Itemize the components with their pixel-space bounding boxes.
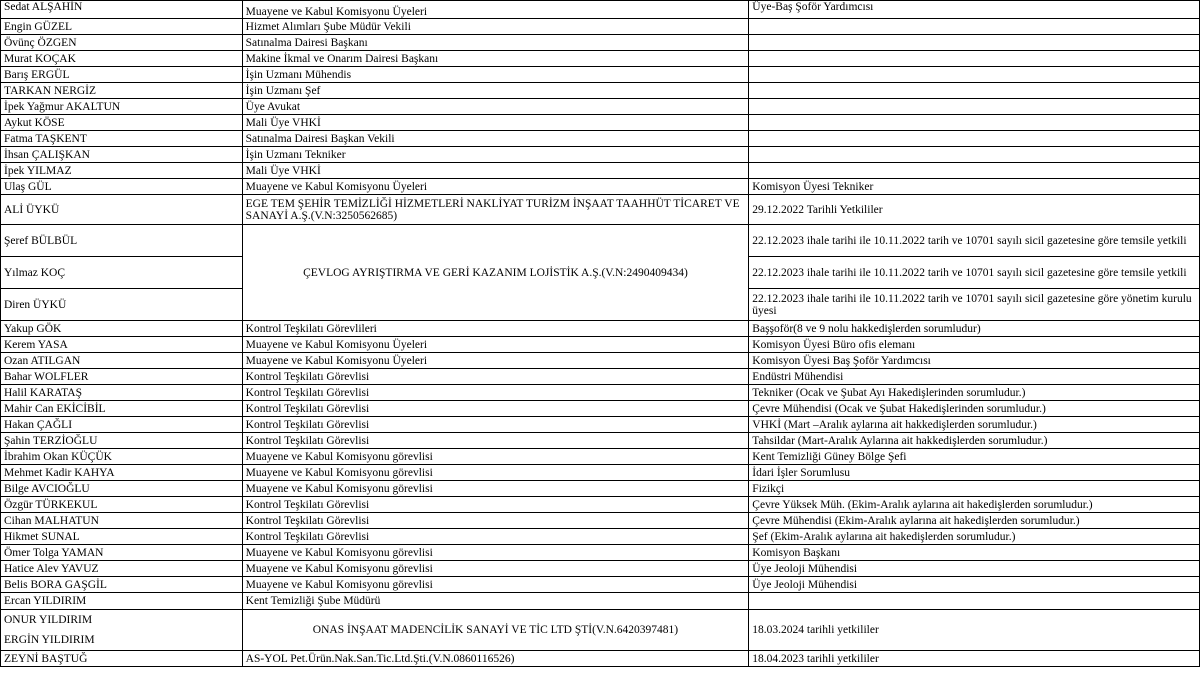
table-row <box>1 163 1200 179</box>
table-row <box>1 593 1200 610</box>
person-unit: AS-YOL Pet.Ürün.Nak.San.Tic.Ltd.Şti.(V.N.0860116526) <box>242 651 749 667</box>
person-unit: Hizmet Alımları Şube Müdür Vekili <box>242 19 749 35</box>
person-role: Üye Jeoloji Mühendisi <box>749 577 1200 593</box>
person-name: Halil KARATAŞ <box>1 385 243 401</box>
person-role <box>749 19 1200 35</box>
table-row <box>1 577 1200 593</box>
company-unit: ONAS İNŞAAT MADENCİLİK SANAYİ VE TİC LTD ŞTİ(V.N.6420397481) <box>242 610 749 651</box>
person-unit: Muayene ve Kabul Komisyonu görevlisi <box>242 481 749 497</box>
person-name: Bahar WOLFLER <box>1 369 243 385</box>
table-row <box>1 1 1200 19</box>
person-role: Tahsildar (Mart-Aralık Aylarına ait hakkedişlerden sorumludur.) <box>749 433 1200 449</box>
person-name: Ozan ATILGAN <box>1 353 243 369</box>
person-unit: Kent Temizliği Şube Müdürü <box>242 593 749 610</box>
person-name: ZEYNİ BAŞTUĞ <box>1 651 243 667</box>
person-name: Diren ÜYKÜ <box>1 289 243 321</box>
person-name: Övünç ÖZGEN <box>1 35 243 51</box>
table-row <box>1 147 1200 163</box>
person-name: TARKAN NERGİZ <box>1 83 243 99</box>
person-name: Cihan MALHATUN <box>1 513 243 529</box>
person-unit: EGE TEM ŞEHİR TEMİZLİĞİ HİZMETLERİ NAKLİYAT TURİZM İNŞAAT TAAHHÜT TİCARET VE SANAYİ A.Ş.(V.N:3250562685) <box>242 195 749 225</box>
person-name: Murat KOÇAK <box>1 51 243 67</box>
person-name: ERGİN YILDIRIM <box>4 634 95 646</box>
table-row <box>1 195 1200 225</box>
person-name: Özgür TÜRKEKUL <box>1 497 243 513</box>
table-row <box>1 99 1200 115</box>
table-row <box>1 19 1200 35</box>
person-unit: İşin Uzmanı Tekniker <box>242 147 749 163</box>
table-row <box>1 561 1200 577</box>
table-row <box>1 465 1200 481</box>
person-role <box>749 35 1200 51</box>
person-role: Komisyon Başkanı <box>749 545 1200 561</box>
person-unit: Kontrol Teşkilatı Görevlisi <box>242 385 749 401</box>
person-role <box>749 131 1200 147</box>
table-row <box>1 481 1200 497</box>
person-role: 18.03.2024 tarihli yetkililer <box>749 610 1200 651</box>
person-name: ALİ ÜYKÜ <box>1 195 243 225</box>
person-unit: Kontrol Teşkilatı Görevlisi <box>242 497 749 513</box>
table-row <box>1 433 1200 449</box>
person-role <box>749 83 1200 99</box>
table-row <box>1 449 1200 465</box>
table-row <box>1 35 1200 51</box>
table-row <box>1 513 1200 529</box>
person-name: İpek YILMAZ <box>1 163 243 179</box>
person-name: Şeref BÜLBÜL <box>1 225 243 257</box>
person-role <box>749 99 1200 115</box>
person-name: Bilge AVCIOĞLU <box>1 481 243 497</box>
person-role: 22.12.2023 ihale tarihi ile 10.11.2022 tarih ve 10701 sayılı sicil gazetesine göre yönetim kurulu üyesi <box>749 289 1200 321</box>
table-row <box>1 337 1200 353</box>
person-name: İbrahim Okan KÜÇÜK <box>1 449 243 465</box>
person-role: Tekniker (Ocak ve Şubat Ayı Hakedişlerinden sorumludur.) <box>749 385 1200 401</box>
table-row <box>1 353 1200 369</box>
person-unit: Satınalma Dairesi Başkanı <box>242 35 749 51</box>
person-name: Ömer Tolga YAMAN <box>1 545 243 561</box>
person-unit: Satınalma Dairesi Başkan Vekili <box>242 131 749 147</box>
person-unit: Kontrol Teşkilatı Görevlisi <box>242 513 749 529</box>
person-name: Fatma TAŞKENT <box>1 131 243 147</box>
table-row <box>1 497 1200 513</box>
person-unit: Muayene ve Kabul Komisyonu Üyeleri <box>242 179 749 195</box>
person-role: Üye-Baş Şoför Yardımcısı <box>749 1 1200 19</box>
person-unit: Muayene ve Kabul Komisyonu Üyeleri <box>242 337 749 353</box>
person-unit: Muayene ve Kabul Komisyonu görevlisi <box>242 561 749 577</box>
person-name: Barış ERGÜL <box>1 67 243 83</box>
person-unit: Makine İkmal ve Onarım Dairesi Başkanı <box>242 51 749 67</box>
person-role <box>749 67 1200 83</box>
person-unit: Kontrol Teşkilatı Görevlileri <box>242 321 749 337</box>
person-unit: Muayene ve Kabul Komisyonu Üyeleri <box>242 1 749 19</box>
table-row <box>1 545 1200 561</box>
person-role: Komisyon Üyesi Tekniker <box>749 179 1200 195</box>
person-role: 18.04.2023 tarihli yetkililer <box>749 651 1200 667</box>
person-role: Çevre Yüksek Müh. (Ekim-Aralık aylarına ait hakedişlerden sorumludur.) <box>749 497 1200 513</box>
person-unit: Muayene ve Kabul Komisyonu görevlisi <box>242 465 749 481</box>
person-role: Komisyon Üyesi Büro ofis elemanı <box>749 337 1200 353</box>
person-name: Hakan ÇAĞLI <box>1 417 243 433</box>
person-role: Endüstri Mühendisi <box>749 369 1200 385</box>
person-unit: İşin Uzmanı Mühendis <box>242 67 749 83</box>
table-row <box>1 651 1200 667</box>
person-role <box>749 163 1200 179</box>
table-row <box>1 401 1200 417</box>
table-row <box>1 83 1200 99</box>
person-unit: Kontrol Teşkilatı Görevlisi <box>242 433 749 449</box>
person-role: Çevre Mühendisi (Ocak ve Şubat Hakedişlerinden sorumludur.) <box>749 401 1200 417</box>
person-name: Şahin TERZİOĞLU <box>1 433 243 449</box>
company-unit: ÇEVLOG AYRIŞTIRMA VE GERİ KAZANIM LOJİSTİK A.Ş.(V.N:2490409434) <box>242 225 749 321</box>
person-name: Hatice Alev YAVUZ <box>1 561 243 577</box>
table-row <box>1 51 1200 67</box>
person-name: Hikmet SUNAL <box>1 529 243 545</box>
person-unit: Muayene ve Kabul Komisyonu görevlisi <box>242 577 749 593</box>
person-role: Üye Jeoloji Mühendisi <box>749 561 1200 577</box>
person-unit: Üye Avukat <box>242 99 749 115</box>
person-role: Şef (Ekim-Aralık aylarına ait hakedişlerden sorumludur.) <box>749 529 1200 545</box>
person-name-group <box>1 610 243 651</box>
person-name: Ercan YILDIRIM <box>1 593 243 610</box>
person-name: İhsan ÇALIŞKAN <box>1 147 243 163</box>
person-unit: Muayene ve Kabul Komisyonu görevlisi <box>242 545 749 561</box>
person-role: 29.12.2022 Tarihli Yetkililer <box>749 195 1200 225</box>
person-name: Ulaş GÜL <box>1 179 243 195</box>
person-role: Fizikçi <box>749 481 1200 497</box>
person-name: Yakup GÖK <box>1 321 243 337</box>
person-role: 22.12.2023 ihale tarihi ile 10.11.2022 tarih ve 10701 sayılı sicil gazetesine göre temsile yetkili <box>749 225 1200 257</box>
person-role: Başşoför(8 ve 9 nolu hakkedişlerden sorumludur) <box>749 321 1200 337</box>
table-row <box>1 529 1200 545</box>
person-role: Çevre Mühendisi (Ekim-Aralık aylarına ait hakedişlerden sorumludur.) <box>749 513 1200 529</box>
person-role: VHKİ (Mart –Aralık aylarına ait hakkedişlerden sorumludur.) <box>749 417 1200 433</box>
table-row <box>1 417 1200 433</box>
table-row <box>1 179 1200 195</box>
table-row <box>1 225 1200 257</box>
person-role: İdari İşler Sorumlusu <box>749 465 1200 481</box>
table-row <box>1 67 1200 83</box>
person-role <box>749 51 1200 67</box>
person-name: Kerem YASA <box>1 337 243 353</box>
person-unit: Muayene ve Kabul Komisyonu Üyeleri <box>242 353 749 369</box>
person-unit: Mali Üye VHKİ <box>242 115 749 131</box>
person-name: Mahir Can EKİCİBİL <box>1 401 243 417</box>
table-row <box>1 115 1200 131</box>
table-row <box>1 610 1200 651</box>
person-name: Engin GÜZEL <box>1 19 243 35</box>
person-role <box>749 147 1200 163</box>
person-unit: Mali Üye VHKİ <box>242 163 749 179</box>
person-name: Sedat ALŞAHİN <box>1 1 243 19</box>
person-unit: Kontrol Teşkilatı Görevlisi <box>242 369 749 385</box>
person-name: Aykut KÖSE <box>1 115 243 131</box>
person-role: Komisyon Üyesi Baş Şoför Yardımcısı <box>749 353 1200 369</box>
person-unit: İşin Uzmanı Şef <box>242 83 749 99</box>
table-row <box>1 385 1200 401</box>
person-role: 22.12.2023 ihale tarihi ile 10.11.2022 tarih ve 10701 sayılı sicil gazetesine göre temsile yetkili <box>749 257 1200 289</box>
table-row <box>1 321 1200 337</box>
person-name: Mehmet Kadir KAHYA <box>1 465 243 481</box>
table-row <box>1 131 1200 147</box>
person-role <box>749 115 1200 131</box>
person-unit: Muayene ve Kabul Komisyonu görevlisi <box>242 449 749 465</box>
person-name: Belis BORA GAŞGİL <box>1 577 243 593</box>
person-name: ONUR YILDIRIM <box>4 614 93 626</box>
person-unit: Kontrol Teşkilatı Görevlisi <box>242 417 749 433</box>
person-unit: Kontrol Teşkilatı Görevlisi <box>242 529 749 545</box>
table-row <box>1 369 1200 385</box>
person-unit: Kontrol Teşkilatı Görevlisi <box>242 401 749 417</box>
person-name: Yılmaz KOÇ <box>1 257 243 289</box>
person-name: İpek Yağmur AKALTUN <box>1 99 243 115</box>
person-role: Kent Temizliği Güney Bölge Şefi <box>749 449 1200 465</box>
person-role <box>749 593 1200 610</box>
